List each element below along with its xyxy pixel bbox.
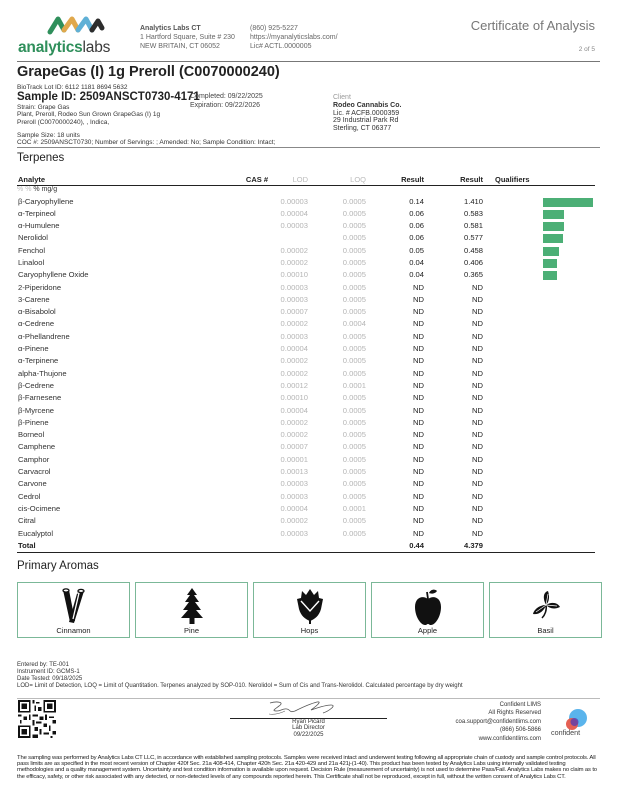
lims-name: Confident LIMS: [499, 702, 541, 708]
description-line-1: Plant, Preroll, Rodeo Sun Grown GrapeGas (I) 1g: [17, 111, 161, 119]
result-pct-cell: ND: [413, 344, 424, 354]
lod-cell: 0.00007: [280, 307, 308, 317]
result-mg-cell: ND: [472, 331, 483, 341]
table-total-row: [17, 541, 595, 554]
abbreviation-legend: LOD= Limit of Detection, LOQ = Limit of Quantitation. Terpenes analyzed by SOP-010. Nerolidol = Sum of Cis and Trans-Nerolidol. Calculated percentage by dry weight: [17, 683, 463, 689]
test-notes: [17, 662, 463, 690]
analyte-cell: α-Cedrene: [18, 319, 55, 329]
analyte-cell: cis-Ocimene: [18, 503, 61, 513]
sample-description: [17, 104, 187, 126]
unit-loq: %: [25, 186, 32, 193]
col-result-mg: Result: [460, 175, 483, 184]
hops-icon: [295, 587, 325, 625]
loq-cell: 0.0005: [342, 245, 366, 255]
lod-cell: 0.00010: [280, 270, 308, 280]
result-mg-cell: ND: [472, 368, 483, 378]
result-mg-cell: 0.458: [463, 245, 483, 255]
result-mg-cell: 0.365: [463, 270, 483, 280]
sample-dates: [190, 93, 263, 110]
qualifier-bar: [543, 259, 557, 268]
lab-website-link[interactable]: https://myanalyticslabs.com/: [250, 34, 338, 42]
lod-cell: 0.00012: [280, 380, 308, 390]
result-pct-cell: ND: [413, 430, 424, 440]
analyte-cell: β-Caryophyllene: [18, 196, 74, 206]
table-row: [17, 307, 595, 319]
unit-result-pct: %: [33, 186, 40, 193]
table-row: [17, 233, 595, 245]
lab-contact: [250, 24, 338, 52]
logo-wordmark-light: labs: [82, 39, 111, 56]
aromas-section-title: Primary Aromas: [17, 560, 99, 572]
aroma-card-pine: [135, 582, 248, 638]
pine-tree-icon: [179, 587, 205, 625]
header-divider: [17, 61, 600, 62]
table-row: [17, 393, 595, 405]
result-pct-cell: ND: [413, 467, 424, 477]
result-mg-cell: 0.581: [463, 221, 483, 231]
lod-cell: 0.00004: [280, 344, 308, 354]
analyte-cell: Cedrol: [18, 491, 41, 501]
result-mg-cell: ND: [472, 516, 483, 526]
table-row: [17, 504, 595, 516]
lod-cell: 0.00004: [280, 208, 308, 218]
product-title: GrapeGas (I) 1g Preroll (C0070000240): [17, 64, 280, 80]
loq-cell: 0.0005: [342, 417, 366, 427]
loq-cell: 0.0005: [342, 208, 366, 218]
loq-cell: 0.0005: [342, 442, 366, 452]
result-pct-cell: ND: [413, 516, 424, 526]
result-mg-cell: ND: [472, 430, 483, 440]
analyte-cell: 3-Carene: [18, 294, 50, 304]
table-row: [17, 418, 595, 430]
analyte-cell: Nerolidol: [18, 233, 48, 243]
lod-cell: 0.00007: [280, 442, 308, 452]
analyte-cell: β-Farnesene: [18, 393, 62, 403]
result-pct-cell: ND: [413, 479, 424, 489]
lod-cell: 0.00002: [280, 319, 308, 329]
qualifier-bar: [543, 234, 563, 243]
result-mg-cell: ND: [472, 454, 483, 464]
result-pct-cell: ND: [413, 503, 424, 513]
sample-divider: [17, 147, 600, 148]
loq-cell: 0.0005: [342, 270, 366, 280]
loq-cell: 0.0005: [342, 516, 366, 526]
analyte-cell: Linalool: [18, 257, 45, 267]
analyte-cell: Fenchol: [18, 245, 46, 255]
aroma-card-basil: [489, 582, 602, 638]
result-mg-cell: ND: [472, 405, 483, 415]
result-pct-cell: 0.05: [409, 245, 424, 255]
lod-cell: 0.00002: [280, 430, 308, 440]
analyte-cell: α-Pinene: [18, 344, 49, 354]
analyte-cell: Borneol: [18, 430, 45, 440]
lab-address-2: NEW BRITAIN, CT 06052: [140, 43, 220, 51]
lod-cell: 0.00002: [280, 417, 308, 427]
result-mg-cell: ND: [472, 491, 483, 501]
table-row: [17, 356, 595, 368]
result-pct-cell: ND: [413, 319, 424, 329]
analyte-cell: α-Terpinene: [18, 356, 59, 366]
table-row: [17, 283, 595, 295]
table-row: [17, 344, 595, 356]
lab-phone: (860) 925-5227: [250, 25, 298, 32]
analyte-cell: alpha-Thujone: [18, 368, 67, 378]
result-mg-cell: ND: [472, 344, 483, 354]
loq-cell: 0.0005: [342, 233, 366, 243]
qualifier-bar: [543, 210, 564, 219]
result-pct-cell: 0.06: [409, 208, 424, 218]
result-pct-cell: ND: [413, 380, 424, 390]
result-mg-cell: ND: [472, 503, 483, 513]
loq-cell: 0.0005: [342, 430, 366, 440]
lod-cell: 0.00003: [280, 282, 308, 292]
table-row: [17, 492, 595, 504]
table-row: [17, 406, 595, 418]
client-name: Rodeo Cannabis Co.: [333, 101, 402, 109]
terpenes-section-title: Terpenes: [17, 152, 65, 164]
loq-cell: 0.0005: [342, 393, 366, 403]
result-mg-cell: ND: [472, 380, 483, 390]
aroma-card-apple: [371, 582, 484, 638]
logo-wordmark: [18, 39, 110, 57]
document-title: Certificate of Analysis: [470, 18, 595, 33]
result-mg-cell: ND: [472, 282, 483, 292]
description-line-2: Preroll (C0070000240), , Indica,: [17, 118, 110, 126]
result-pct-cell: 0.04: [409, 257, 424, 267]
aroma-label: Cinnamon: [56, 626, 91, 635]
lod-cell: 0.00003: [280, 479, 308, 489]
legal-disclaimer: The sampling was performed by Analytics Labs CT LLC, in accordance with established sampling protocols. Samples were received intact and underwent testing following all appropriate chain of custody and sample control protocols. All pass limits are as specified in the most recent version of Chapter 420f Sec. 21a 408-414, Chapter 420h Sec. 21a 420-429 and 21a 421j-(1-40). This product has been tested by Analytics Labs using internally validated testing methodologies and a quality management system. Uncertainty and test condition information is available upon request. Decision Rule (measurement of uncertainty) is not used to determine Pass/Fail. Analytics Labs makes no claim as to the efficacy, safety, or other risk associated with any detected, or non-detected levels of any compounds reported herein. This Certificate shall not be reproduced, except in full, without the written consent of Analytics Labs CT.: [17, 755, 597, 780]
table-row: [17, 430, 595, 442]
table-units-row: [17, 186, 595, 197]
result-pct-cell: ND: [413, 454, 424, 464]
logo-mark-icon: [46, 14, 106, 36]
apple-icon: [413, 587, 443, 627]
analyte-cell: 2-Piperidone: [18, 282, 62, 292]
loq-cell: 0.0001: [342, 503, 366, 513]
table-row: [17, 258, 595, 270]
table-row: [17, 332, 595, 344]
analyte-cell: α-Humulene: [18, 221, 60, 231]
lod-cell: 0.00004: [280, 503, 308, 513]
unit-result-mg: mg/g: [41, 186, 58, 193]
analyte-cell: β-Myrcene: [18, 405, 55, 415]
lims-info: [456, 701, 541, 743]
result-mg-cell: ND: [472, 479, 483, 489]
qualifier-bar: [543, 271, 557, 280]
lab-name: Analytics Labs CT: [140, 25, 201, 32]
loq-cell: 0.0005: [342, 282, 366, 292]
analyte-cell: α-Phellandrene: [18, 331, 70, 341]
lod-cell: 0.00003: [280, 528, 308, 538]
loq-cell: 0.0005: [342, 221, 366, 231]
table-row: [17, 295, 595, 307]
loq-cell: 0.0005: [342, 257, 366, 267]
logo-wordmark-bold: analytics: [18, 39, 83, 56]
loq-cell: 0.0005: [342, 368, 366, 378]
loq-cell: 0.0005: [342, 454, 366, 464]
lod-cell: 0.00003: [280, 294, 308, 304]
result-pct-cell: ND: [413, 368, 424, 378]
col-cas: CAS #: [245, 175, 268, 184]
result-pct-cell: ND: [413, 282, 424, 292]
cinnamon-icon: [59, 587, 89, 625]
total-pct: 0.44: [409, 540, 424, 550]
coc-info: COC #: 2509ANSCT0730; Number of Servings: ; Amended: No; Sample Condition: Intact;: [17, 139, 276, 147]
lod-cell: 0.00010: [280, 393, 308, 403]
entered-by: Entered by: TE-001: [17, 662, 69, 668]
col-lod: LOD: [292, 175, 308, 184]
result-mg-cell: 0.583: [463, 208, 483, 218]
lod-cell: 0.00013: [280, 467, 308, 477]
analyte-cell: Caryophyllene Oxide: [18, 270, 89, 280]
result-mg-cell: 0.406: [463, 257, 483, 267]
client-address-2: Sterling, CT 06377: [333, 125, 392, 133]
lod-cell: 0.00002: [280, 245, 308, 255]
result-pct-cell: 0.06: [409, 233, 424, 243]
lod-cell: 0.00002: [280, 356, 308, 366]
loq-cell: 0.0005: [342, 491, 366, 501]
analytics-labs-logo: [18, 14, 133, 56]
table-row: [17, 381, 595, 393]
analyte-cell: Eucalyptol: [18, 528, 54, 538]
loq-cell: 0.0005: [342, 307, 366, 317]
aroma-label: Apple: [417, 626, 438, 635]
lod-cell: 0.00003: [280, 196, 308, 206]
strain: Strain: Grape Gas: [17, 104, 70, 111]
aroma-card-cinnamon: [17, 582, 130, 638]
sample-id: Sample ID: 2509ANSCT0730-4171: [17, 91, 200, 103]
analyte-cell: Camphene: [18, 442, 56, 452]
analyte-cell: Carvacrol: [18, 467, 51, 477]
result-mg-cell: 1.410: [463, 196, 483, 206]
result-pct-cell: ND: [413, 417, 424, 427]
unit-lod: %: [17, 186, 24, 193]
result-pct-cell: 0.06: [409, 221, 424, 231]
table-row: [17, 319, 595, 331]
lod-cell: 0.00002: [280, 257, 308, 267]
table-row: [17, 516, 595, 528]
total-mg: 4.379: [463, 540, 483, 550]
analyte-cell: α-Bisabolol: [18, 307, 56, 317]
result-pct-cell: ND: [413, 307, 424, 317]
loq-cell: 0.0005: [342, 294, 366, 304]
table-row: [17, 455, 595, 467]
lims-email-link[interactable]: coa.support@confidentlims.com: [455, 718, 541, 725]
result-pct-cell: ND: [413, 491, 424, 501]
terpenes-table: [17, 175, 595, 553]
result-pct-cell: ND: [413, 405, 424, 415]
lod-cell: 0.00003: [280, 491, 308, 501]
lab-license: Lic# ACTL.0000005: [250, 43, 312, 51]
signer-title: Lab Director: [292, 725, 325, 732]
lims-website-link[interactable]: www.confidentlims.com: [478, 735, 541, 742]
signer-info: [230, 719, 387, 738]
table-row: [17, 442, 595, 454]
col-analyte: Analyte: [18, 175, 46, 184]
loq-cell: 0.0004: [342, 319, 366, 329]
instrument-id: Instrument ID: GCMS-1: [17, 669, 80, 675]
table-row: [17, 270, 595, 282]
table-row: [17, 529, 595, 541]
signature-image: [265, 699, 345, 719]
basil-icon: [530, 587, 562, 625]
result-mg-cell: ND: [472, 356, 483, 366]
col-result-pct: Result: [401, 175, 424, 184]
result-mg-cell: ND: [472, 307, 483, 317]
table-body: [17, 197, 595, 541]
completed-date: Completed: 09/22/2025: [190, 93, 263, 100]
result-mg-cell: ND: [472, 393, 483, 403]
result-mg-cell: ND: [472, 319, 483, 329]
lab-address-1: 1 Hartford Square, Suite # 230: [140, 34, 235, 42]
table-row: [17, 479, 595, 491]
col-qualifiers: Qualifiers: [495, 175, 530, 184]
result-mg-cell: ND: [472, 417, 483, 427]
aroma-card-hops: [253, 582, 366, 638]
qualifier-bar: [543, 247, 559, 256]
lod-cell: 0.00003: [280, 331, 308, 341]
biotrack-lot-id: BioTrack Lot ID: 6112 1181 8694 5632: [17, 84, 128, 91]
loq-cell: 0.0005: [342, 331, 366, 341]
result-pct-cell: ND: [413, 356, 424, 366]
aroma-label: Basil: [537, 626, 554, 635]
confident-wordmark: confident: [551, 728, 581, 737]
result-mg-cell: ND: [472, 467, 483, 477]
loq-cell: 0.0005: [342, 344, 366, 354]
analyte-cell: β-Pinene: [18, 417, 49, 427]
lod-cell: 0.00002: [280, 516, 308, 526]
date-tested: Date Tested: 09/18/2025: [17, 676, 83, 682]
aroma-label: Pine: [183, 626, 199, 635]
qualifier-bar: [543, 198, 593, 207]
signer-name: Ryan Picard: [292, 719, 325, 725]
analyte-cell: Citral: [18, 516, 36, 526]
signer-date: 09/22/2025: [293, 731, 324, 738]
result-mg-cell: ND: [472, 442, 483, 452]
loq-cell: 0.0005: [342, 528, 366, 538]
client-license: Lic. # ACFB.0000359: [333, 109, 400, 117]
analyte-cell: Camphor: [18, 454, 50, 464]
result-mg-cell: ND: [472, 294, 483, 304]
loq-cell: 0.0005: [342, 405, 366, 415]
loq-cell: 0.0001: [342, 380, 366, 390]
table-row: [17, 197, 595, 209]
total-label: Total: [18, 540, 36, 550]
analyte-cell: α-Terpineol: [18, 208, 56, 218]
table-row: [17, 221, 595, 233]
col-loq: LOQ: [350, 175, 366, 184]
result-pct-cell: ND: [413, 528, 424, 538]
lod-cell: 0.00002: [280, 368, 308, 378]
expiration-date: Expiration: 09/22/2026: [190, 101, 261, 109]
client-info: [333, 94, 401, 133]
analyte-cell: β-Cedrene: [18, 380, 55, 390]
result-pct-cell: 0.04: [409, 270, 424, 280]
table-row: [17, 467, 595, 479]
loq-cell: 0.0005: [342, 479, 366, 489]
sample-size: Sample Size: 18 units: [17, 132, 80, 139]
result-mg-cell: ND: [472, 528, 483, 538]
lod-cell: 0.00004: [280, 405, 308, 415]
aromas-grid: [17, 582, 602, 638]
loq-cell: 0.0005: [342, 467, 366, 477]
client-label: Client: [333, 94, 351, 101]
loq-cell: 0.0005: [342, 196, 366, 206]
aroma-label: Hops: [300, 626, 319, 635]
result-pct-cell: ND: [413, 294, 424, 304]
lod-cell: 0.00001: [280, 454, 308, 464]
table-row: [17, 246, 595, 258]
page-number: 2 of 5: [578, 46, 595, 53]
lod-cell: 0.00003: [280, 221, 308, 231]
table-row: [17, 369, 595, 381]
client-address-1: 29 Industrial Park Rd: [333, 117, 399, 125]
sample-meta: [17, 132, 275, 147]
table-row: [17, 209, 595, 221]
result-pct-cell: ND: [413, 393, 424, 403]
analyte-cell: Carvone: [18, 479, 47, 489]
qualifier-bar: [543, 222, 564, 231]
lims-phone: (866) 506-5866: [499, 727, 541, 734]
result-pct-cell: ND: [413, 331, 424, 341]
result-mg-cell: 0.577: [463, 233, 483, 243]
lab-info: [140, 24, 235, 52]
loq-cell: 0.0005: [342, 356, 366, 366]
qr-code-icon[interactable]: [18, 700, 56, 738]
table-header: [17, 175, 595, 186]
result-pct-cell: 0.14: [409, 196, 424, 206]
lims-rights: All Rights Reserved: [488, 710, 541, 717]
result-pct-cell: ND: [413, 442, 424, 452]
